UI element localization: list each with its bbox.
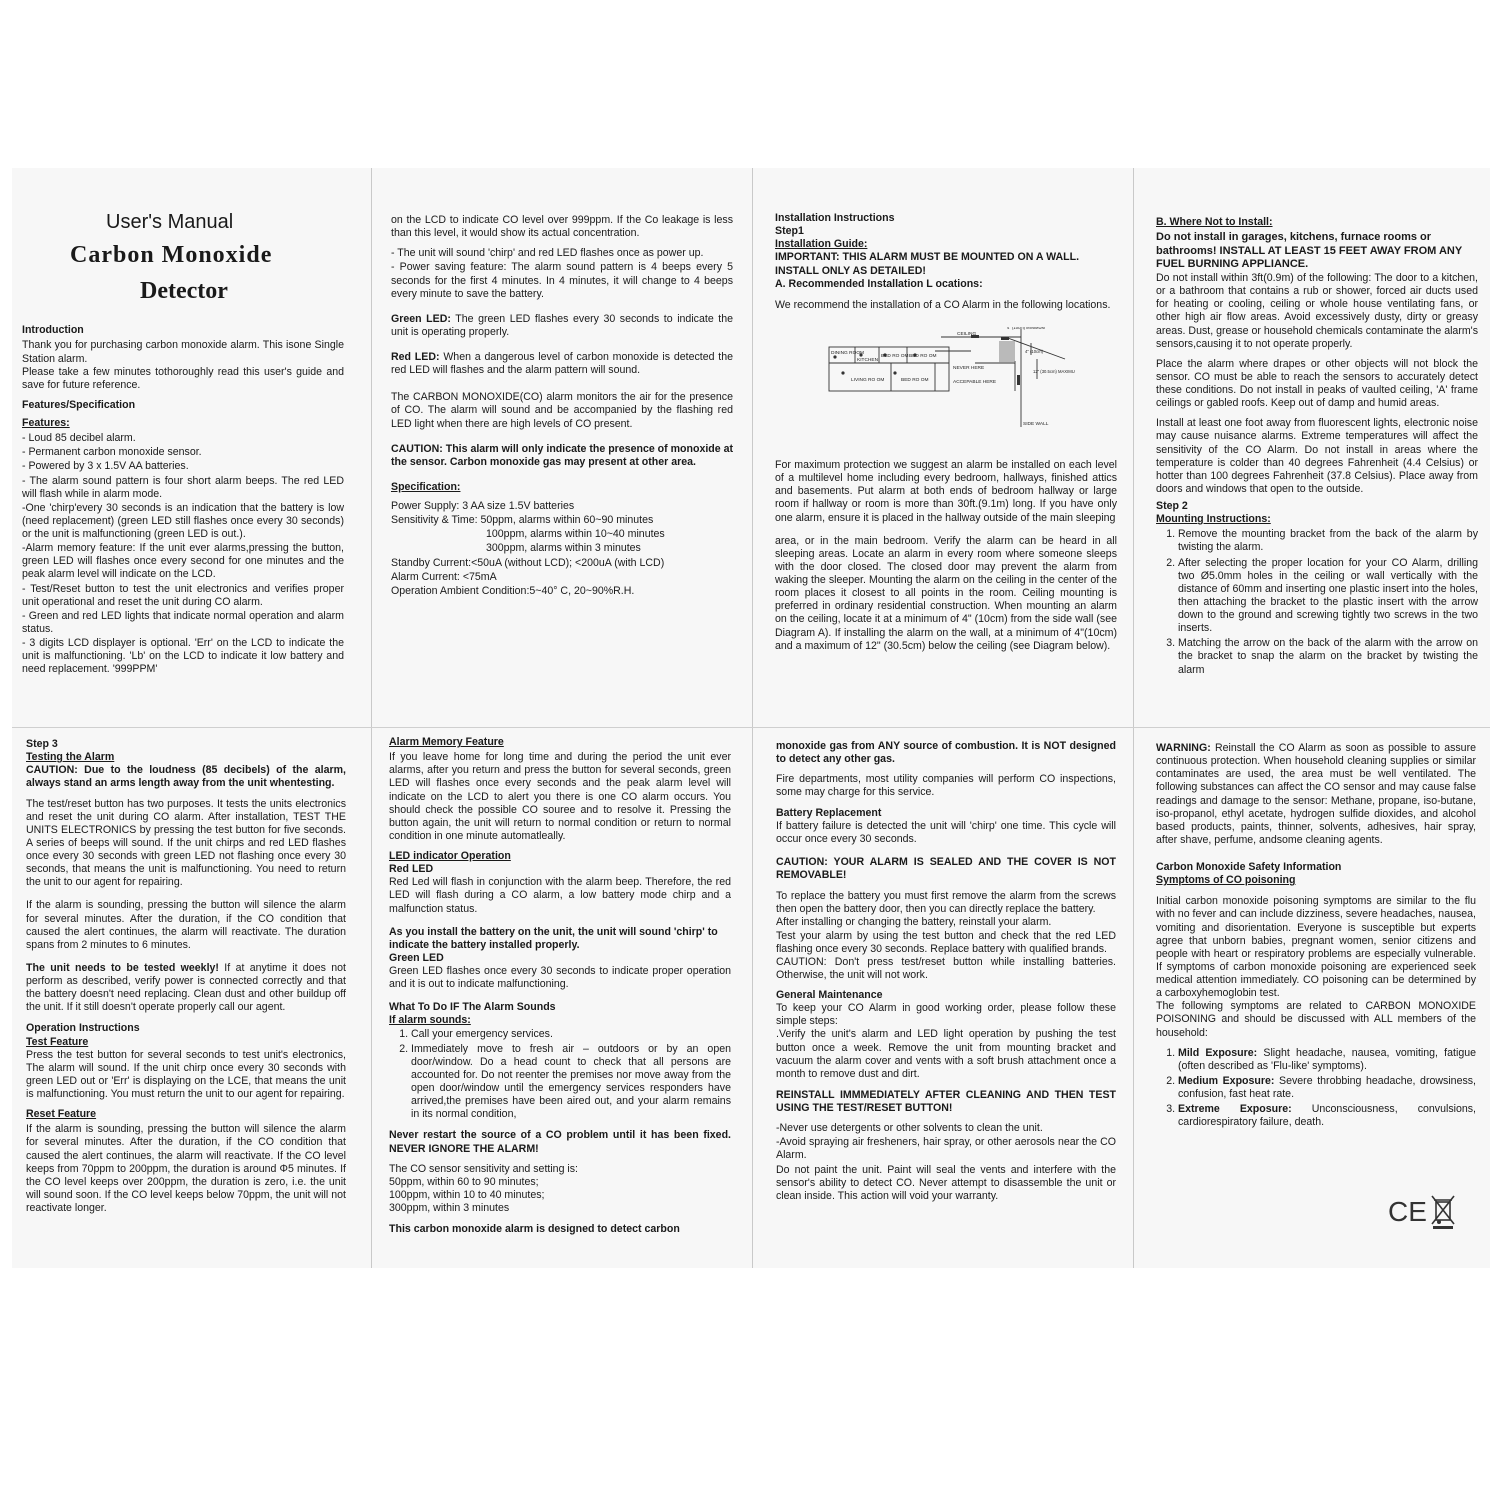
list-item: - The alarm sound pattern is four short alarm beeps. The red LED will flash while in alarm mode. bbox=[22, 474, 344, 500]
exposure-text: Unconsciousness, convulsions, cardiorespiratory failure, death. bbox=[1178, 1103, 1476, 1129]
installation-locations-diagram bbox=[775, 327, 1075, 439]
fold-line bbox=[752, 168, 753, 1268]
testing-text: The test/reset button has two purposes. It tests the units electronics and reset the unit during CO alarm. After installation, TEST THE UNITS ELECTRONICS by pressing the test button for five seconds. A series of beeps will sound. If the unit chirps and red LED flashes once every 30 seconds with green LED not flashing once every 30 seconds, that means the unit is malfunctioning. You need to return the unit to our agent for repairing. bbox=[26, 797, 346, 889]
mounting-heading: Mounting Instructions: bbox=[1156, 513, 1271, 526]
caution-text: CAUTION: Don't press test/reset button while installing batteries. Otherwise, the unit will not work. bbox=[776, 955, 1116, 981]
diagram-label-living: LIVING RO OM bbox=[851, 377, 885, 383]
panel-battery-maintenance bbox=[776, 740, 1116, 1258]
led-heading: LED indicator Operation bbox=[389, 850, 511, 862]
battery-install-text: As you install the battery on the unit, the unit will sound 'chirp' to indicate the battery installed properly. bbox=[389, 925, 718, 951]
fold-line bbox=[371, 168, 372, 1268]
installation-heading: Installation Instructions bbox=[775, 212, 895, 224]
spec-line: Alarm Current: <75mA bbox=[391, 570, 497, 583]
warning-label: WARNING: bbox=[1156, 742, 1211, 754]
lcd-text: on the LCD to indicate CO level over 999ppm. If the Co leakage is less than this level, it would show its actual concentration. bbox=[391, 214, 733, 240]
panel-testing bbox=[26, 738, 346, 1258]
list-item: - Permanent carbon monoxide sensor. bbox=[22, 446, 202, 459]
red-led-heading: Red LED bbox=[389, 863, 434, 876]
list-item: 1. Call your emergency services. bbox=[411, 1028, 731, 1041]
crossed-out-wheelie-bin-icon bbox=[1430, 1194, 1456, 1230]
sensitivity-line: 50ppm, within 60 to 90 minutes; bbox=[389, 1175, 539, 1188]
panel-cover bbox=[22, 180, 344, 720]
designed-text: This carbon monoxide alarm is designed to detect carbon bbox=[389, 1223, 680, 1236]
list-item: - Power saving feature: The alarm sound pattern is 4 beeps every 5 seconds for the first 4 minutes. In 4 minutes, it will change to 4 beeps every minute to save the battery. bbox=[391, 261, 733, 300]
testing-text: If the alarm is sounding, pressing the button will silence the alarm for several minutes. After the duration, if the CO condition that caused the alert continues, the alarm will reactivate. The duration spans from 2 minutes to 6 minutes. bbox=[26, 899, 346, 951]
panel-where-not bbox=[1156, 216, 1478, 720]
diagram-label-max: 12" (30.5cm) MAXIMUM bbox=[1033, 368, 1075, 374]
battery-heading: Battery Replacement bbox=[776, 806, 882, 819]
symptoms-text: Initial carbon monoxide poisoning symptoms are similar to the flu with no fever and can include dizziness, severe headaches, nausea, vomiting and disorientation. Everyone is susceptible but experts agree that unborn babies, pregnant women, senior citizens and people with heart or respiratory problems are especially vulnerable. If symptoms of carbon monoxide poisoning are experienced seek medical attention immediately. CO poisoning can be determined by a carboxyhemoglobin test. bbox=[1156, 895, 1476, 1000]
diagram-label-never: NEVER HERE bbox=[953, 365, 985, 371]
if-alarm-heading: If alarm sounds: bbox=[389, 1014, 471, 1027]
battery-text: If battery failure is detected the unit will 'chirp' one time. This cycle will occur once every 30 seconds. bbox=[776, 819, 1116, 845]
exposure-text: Severe throbbing headache, drowsiness, confusion, fast heat rate. bbox=[1178, 1074, 1476, 1100]
reset-feature-text: If the alarm is sounding, pressing the button will silence the alarm for several minutes. After the duration, if the CO condition that caused the alert continues, the alarm will reactivate. If the CO level keeps from 70ppm to 200ppm, the duration is around Φ5 minutes. If the CO level keeps over 200ppm, the duration is zero, i.e. the unit will sound soon. If the CO level keeps below 70ppm, the unit will not reactivate longer. bbox=[26, 1123, 346, 1214]
sensitivity-line: 300ppm, within 3 minutes bbox=[389, 1202, 510, 1214]
weekly-test-label: The unit needs to be tested weekly! bbox=[26, 961, 219, 974]
spec-line: Standby Current:<50uA (without LCD); <200uA (with LCD) bbox=[391, 556, 665, 569]
step2-heading: Step 2 bbox=[1156, 500, 1188, 512]
list-item: - 3 digits LCD displayer is optional. 'Err' on the LCD to indicate the unit is malfunctioning. 'Lb' on the LCD to indicate it low battery and need replacement. '999PPM' bbox=[22, 637, 344, 676]
memory-text: If you leave home for long time and during the period the unit ever alarms, after you return and press the button for several seconds, green LED will flashes once every seconds and the peak alarm level will indicate on the LCD to alert you there is one CO alarm occurs. You should check the possible CO souree and to resolve it. Pressing the button again, the unit will return to normal condition or return to normal condition in one minute automatleally. bbox=[389, 751, 731, 842]
reinstall-warning: REINSTALL IMMMEDIATELY AFTER CLEANING AND THEN TEST USING THE TEST/RESET BUTTON! bbox=[776, 1088, 1116, 1114]
intro-text: Thank you for purchasing carbon monoxide alarm. This isone Single Station alarm. bbox=[22, 339, 344, 365]
list-item: 1. Remove the mounting bracket from the back of the alarm by twisting the alarm. bbox=[1178, 528, 1478, 554]
list-item: 2. Immediately move to fresh air – outdoors or by an open door/window. Do a head count to check that all persons are accounted for. Do not reenter the premises nor move away from the open door/window until the emergency services responders have arrived,the premises have been aired out, and your alarm remains in its normal condition, bbox=[411, 1043, 731, 1122]
panel-installation bbox=[775, 212, 1117, 720]
spec-list bbox=[391, 500, 733, 598]
list-item: - Test/Reset button to test the unit electronics and verifies proper unit operational and reset the unit during CO alarm. bbox=[22, 582, 344, 608]
fold-line bbox=[1133, 168, 1134, 1268]
reinstall-text: After installing or changing the battery, reinstall your alarm. bbox=[776, 916, 1052, 929]
test-text: Test your alarm by using the test button and check that the red LED flashing once every 30 seconds. Replace battery with qualified brands. bbox=[776, 929, 1116, 955]
diagram-label-kitchen: KITCHEN bbox=[857, 357, 879, 363]
exposure-label: Medium Exposure: bbox=[1178, 1074, 1275, 1087]
intro-text: Please take a few minutes tothoroughly read this user's guide and save for future reference. bbox=[22, 365, 344, 391]
testing-caution: CAUTION: Due to the loudness (85 decibels) of the alarm, always stand an arms length away from the unit whentesting. bbox=[26, 764, 346, 790]
step3-heading: Step 3 bbox=[26, 738, 58, 750]
never-restart-text: Never restart the source of a CO problem until it has been fixed. NEVER IGNORE THE ALARM! bbox=[389, 1129, 731, 1155]
mounting-list bbox=[1156, 528, 1478, 676]
exposure-label: Extreme Exposure: bbox=[1178, 1103, 1292, 1116]
test-feature-text: Press the test button for several seconds to test unit's electronics, The alarm will sound. If the unit chirp once every 30 seconds with green LED out or 'Err' is displaying on the LCE, that means the unit is malfunctioning. You must return the unit to our agent for repairing. bbox=[26, 1048, 346, 1100]
panel-features-continued bbox=[391, 214, 733, 720]
features-spec-heading: Features/Specification bbox=[22, 398, 136, 411]
list-item: - Green and red LED lights that indicate normal operation and alarm status. bbox=[22, 609, 344, 635]
list-item: -One 'chirp'every 30 seconds is an indication that the battery is low (need replacement) (green LED still flashes once every 30 seconds) or the unit is malfunctioning (green LED is out.). bbox=[22, 501, 344, 541]
sealed-caution: CAUTION: YOUR ALARM IS SEALED AND THE COVER IS NOT REMOVABLE! bbox=[776, 855, 1116, 881]
symptoms-list bbox=[1156, 1047, 1476, 1130]
panel-safety bbox=[1156, 742, 1476, 1162]
red-led-text: When a dangerous level of carbon monoxide is detected the red LED will flashes and the alarm pattern will sound. bbox=[391, 351, 733, 377]
green-led-text: The green LED flashes every 30 seconds to indicate the unit is operating properly. bbox=[391, 312, 733, 338]
red-led-text: Red Led will flash in conjunction with the alarm beep. Therefore, the red LED will flash during a CO alarm, a low battery mode chirp and a malfunction status. bbox=[389, 876, 731, 915]
green-led-text: Green LED flashes once every 30 seconds to indicate proper operation and it is out to indicate malfunctioning. bbox=[389, 965, 731, 991]
spec-line: Sensitivity & Time: 50ppm, alarms within 60~90 minutes bbox=[391, 514, 654, 527]
where-not-text: Install at least one foot away from fluorescent lights, electronic noise may cause nuisance alarms. Extreme temperatures will affect the sensitivity of the CO Alarm. Do not install in areas where the temperature is colder than 40 degrees Fahrenheit (4.4 Celsius) or hotter than 100 degrees Fahrenheit (37.8 Celsius). Place away from doors and windows that open to the outside. bbox=[1156, 417, 1478, 495]
reset-feature-heading: Reset Feature bbox=[26, 1108, 97, 1121]
alarm-steps-list bbox=[389, 1028, 731, 1122]
exposure-text: Slight headache, nausea, vomiting, fatigue (often described as 'Flu-like' symptoms). bbox=[1178, 1046, 1476, 1072]
where-not-heading: B. Where Not to Install: bbox=[1156, 216, 1273, 228]
where-not-text: Do not install within 3ft(0.9m) of the following: The door to a kitchen, or a bathroom that contains a rub or shower, forced air ducts used for heating or cooling, ceiling or whole house ventilating fans, or other high air flow areas. Avoid excessively dusty, dirty or greasy areas. Dust, grease or household chemicals contaminate the alarm's sensors,causing it to not operate properly. bbox=[1156, 272, 1478, 350]
warning-text: Reinstall the CO Alarm as soon as possible to assure continuous protection. When household cleaning supplies or similar contaminates are used, the area must be well ventilated. The following substances can affect the CO sensor and may cause false readings and damage to the sensor: Methane, propane, iso-butane, iso-propanol, ethyl acetate, hydrogen sulfide dioxides, and alcohol based products, paints, thinner, solvents, adhesives, hair spray, after shave, perfume, andsome cleaning agents. bbox=[1156, 742, 1476, 846]
list-item: 3. Matching the arrow on the back of the alarm with the arrow on the bracket to snap the alarm on the bracket by twisting the alarm bbox=[1178, 637, 1478, 676]
diagram-label-min: 4" (10cm) MINIMUM bbox=[1007, 326, 1046, 330]
installation-guide-heading: Installation Guide: bbox=[775, 238, 868, 251]
product-title: Carbon Monoxide bbox=[70, 241, 273, 268]
diagram-label-bedroom: BED RO OM bbox=[901, 377, 929, 383]
manual-title: User's Manual bbox=[106, 211, 234, 233]
safety-heading: Carbon Monoxide Safety Information bbox=[1156, 861, 1342, 873]
testing-heading: Testing the Alarm bbox=[26, 751, 115, 764]
list-item: -Avoid spraying air fresheners, hair spray, or other aerosols near the CO Alarm. bbox=[776, 1136, 1116, 1162]
panel-alarm-memory bbox=[389, 736, 731, 1258]
maintenance-text: .Verify the unit's alarm and LED light operation by pushing the test button once a week. Remove the unit from mounting bracket and vacuum the alarm cover and vents with a soft brush attachment once a month to remove dust and dirt. bbox=[776, 1028, 1116, 1080]
test-feature-heading: Test Feature bbox=[26, 1035, 89, 1048]
maintenance-text: To keep your CO Alarm in good working order, please follow these simple steps: bbox=[776, 1002, 1116, 1028]
spec-line: Operation Ambient Condition:5~40° C, 20~90%R.H. bbox=[391, 584, 635, 597]
diagram-label-ceiling: CEILING bbox=[957, 331, 977, 337]
important-text: IMPORTANT: THIS ALARM MUST BE MOUNTED ON A WALL. INSTALL ONLY AS DETAILED! bbox=[775, 251, 1080, 277]
what-to-do-heading: What To Do IF The Alarm Sounds bbox=[389, 1001, 556, 1014]
diagram-label-acceptable: ACCEPABLE HERE bbox=[953, 379, 997, 385]
where-not-warning: Do not install in garages, kitchens, furnace rooms or bathrooms! INSTALL AT LEAST 15 FEET AWAY FROM ANY FUEL BURNING APPLIANCE. bbox=[1156, 231, 1462, 271]
memory-heading: Alarm Memory Feature bbox=[389, 736, 504, 748]
diagram-label-bedroom: BED RO OM bbox=[909, 353, 937, 359]
exposure-label: Mild Exposure: bbox=[1178, 1046, 1258, 1059]
monitor-text: The CARBON MONOXIDE(CO) alarm monitors the air for the presence of CO. The alarm will sound and be accompanied by the flashing red LED light when there are high levels of CO present. bbox=[391, 391, 733, 430]
diagram-label-4in: 4" (10cm) bbox=[1025, 348, 1044, 354]
step1-heading: Step1 bbox=[775, 225, 804, 238]
symptoms-text: The following symptoms are related to CARBON MONOXIDE POISONING and should be discussed with ALL members of the household: bbox=[1156, 1000, 1476, 1039]
maintenance-heading: General Maintenance bbox=[776, 989, 883, 1001]
sensitivity-line: 100ppm, within 10 to 40 minutes; bbox=[389, 1188, 545, 1201]
list-item: - Loud 85 decibel alarm. bbox=[22, 432, 136, 445]
product-title-line2: Detector bbox=[140, 277, 228, 304]
spec-line: 300ppm, alarms within 3 minutes bbox=[486, 542, 641, 555]
weekly-test-text: If at anytime it does not perform as described, verify power is connected correctly and that the battery doesn't need replacing. Clean dust and other buildup off the unit. If it still doesn't operate properly call our agent. bbox=[26, 961, 346, 1014]
caution-text: CAUTION: This alarm will only indicate the presence of monoxide at the sensor. Carbon monoxide gas may present at other area. bbox=[391, 442, 733, 468]
diagram-label-bedroom: BED RO OM bbox=[881, 353, 909, 359]
list-item: Do not paint the unit. Paint will seal the vents and interfere with the sensor's ability to detect CO. Never attempt to disassemble the unit or clean inside. This action will void your warranty. bbox=[776, 1163, 1116, 1202]
green-led-label: Green LED: bbox=[391, 312, 451, 325]
monoxide-source-text: monoxide gas from ANY source of combustion. It is NOT designed to detect any other gas. bbox=[776, 740, 1116, 766]
fold-line bbox=[12, 727, 1490, 728]
cleaning-list bbox=[776, 1122, 1116, 1203]
diagram-label-dining: DINING ROOM bbox=[831, 350, 865, 356]
protection-text: For maximum protection we suggest an alarm be installed on each level of a multilevel home including every bedroom, hallways, finished attics and basements. Put alarm at both ends of bedroom hallway or large room if hallway or room is more than 30ft.(9.1m) long. If you have only one alarm, ensure it is placed in the hallway outside of the main sleeping bbox=[775, 459, 1117, 524]
where-not-text: Place the alarm where drapes or other objects will not block the sensor. CO must be able to reach the sensors to accurately detect these conditions. Do not install in peaks of vaulted ceiling, 'A' frame ceilings or gabled roofs. Keep out of damp and humid areas. bbox=[1156, 357, 1478, 410]
features-list bbox=[22, 432, 344, 676]
list-item bbox=[1178, 1075, 1476, 1101]
list-item: -Never use detergents or other solvents to clean the unit. bbox=[776, 1122, 1043, 1135]
replace-text: To replace the battery you must first remove the alarm from the screws then open the battery door, then you can directly replace the battery. bbox=[776, 890, 1116, 916]
recommended-locations-heading: A. Recommended Installation L ocations: bbox=[775, 277, 983, 290]
symptoms-heading: Symptoms of CO poisoning bbox=[1156, 874, 1296, 887]
list-item: -Alarm memory feature: If the unit ever alarms,pressing the button, green LED will flashes once every second for one minutes and the peak alarm level will indicate on the LCD. bbox=[22, 542, 344, 581]
intro-heading: Introduction bbox=[22, 324, 84, 337]
green-led-heading: Green LED bbox=[389, 951, 444, 964]
list-item bbox=[1178, 1103, 1476, 1129]
diagram-label-sidewall: SIDE WALL bbox=[1023, 421, 1049, 427]
power-list bbox=[391, 247, 733, 301]
red-led-label: Red LED: bbox=[391, 351, 440, 363]
spec-heading: Specification: bbox=[391, 480, 461, 493]
ce-mark-icon: CE bbox=[1388, 1196, 1427, 1227]
spec-line: Power Supply: 3 AA size 1.5V batteries bbox=[391, 500, 575, 512]
features-heading: Features: bbox=[22, 417, 70, 430]
list-item: - Powered by 3 x 1.5V AA batteries. bbox=[22, 460, 189, 473]
spec-line: 100ppm, alarms within 10~40 minutes bbox=[486, 528, 665, 541]
inspection-text: Fire departments, most utility companies will perform CO inspections, some may charge for this service. bbox=[776, 773, 1116, 799]
sensitivity-intro: The CO sensor sensitivity and setting is: bbox=[389, 1162, 579, 1175]
area-text: area, or in the main bedroom. Verify the alarm can be heard in all sleeping areas. Locate an alarm in every room where someone sleeps with the door closed. The closed door may prevent the alarm from waking the sleeper. Mounting the alarm on the ceiling in the center of the room places it closest to all points in the room. Ceiling mounting is preferred in ordinary residential construction. When mounting an alarm on the ceiling, locate it at a minimum of 4" (10cm) from the side wall (see Diagram A). If installing the alarm on the wall, at a minimum of 4"(10cm) and a maximum of 12" (30.5cm) below the ceiling (see Diagram below). bbox=[775, 534, 1117, 652]
recommend-text: We recommend the installation of a CO Alarm in the following locations. bbox=[775, 298, 1111, 311]
list-item bbox=[1178, 1047, 1476, 1073]
operation-heading: Operation Instructions bbox=[26, 1022, 140, 1035]
list-item: - The unit will sound 'chirp' and red LED flashes once as power up. bbox=[391, 247, 704, 260]
list-item: 2. After selecting the proper location for your CO Alarm, drilling two Ø5.0mm holes in the ceiling or wall vertically with the distance of 60mm and inserting one plastic insert into the holes, then attaching the bracket to the plastic insert with the arrow down to the ground and screwing tightly two screws in the two inserts. bbox=[1178, 557, 1478, 636]
